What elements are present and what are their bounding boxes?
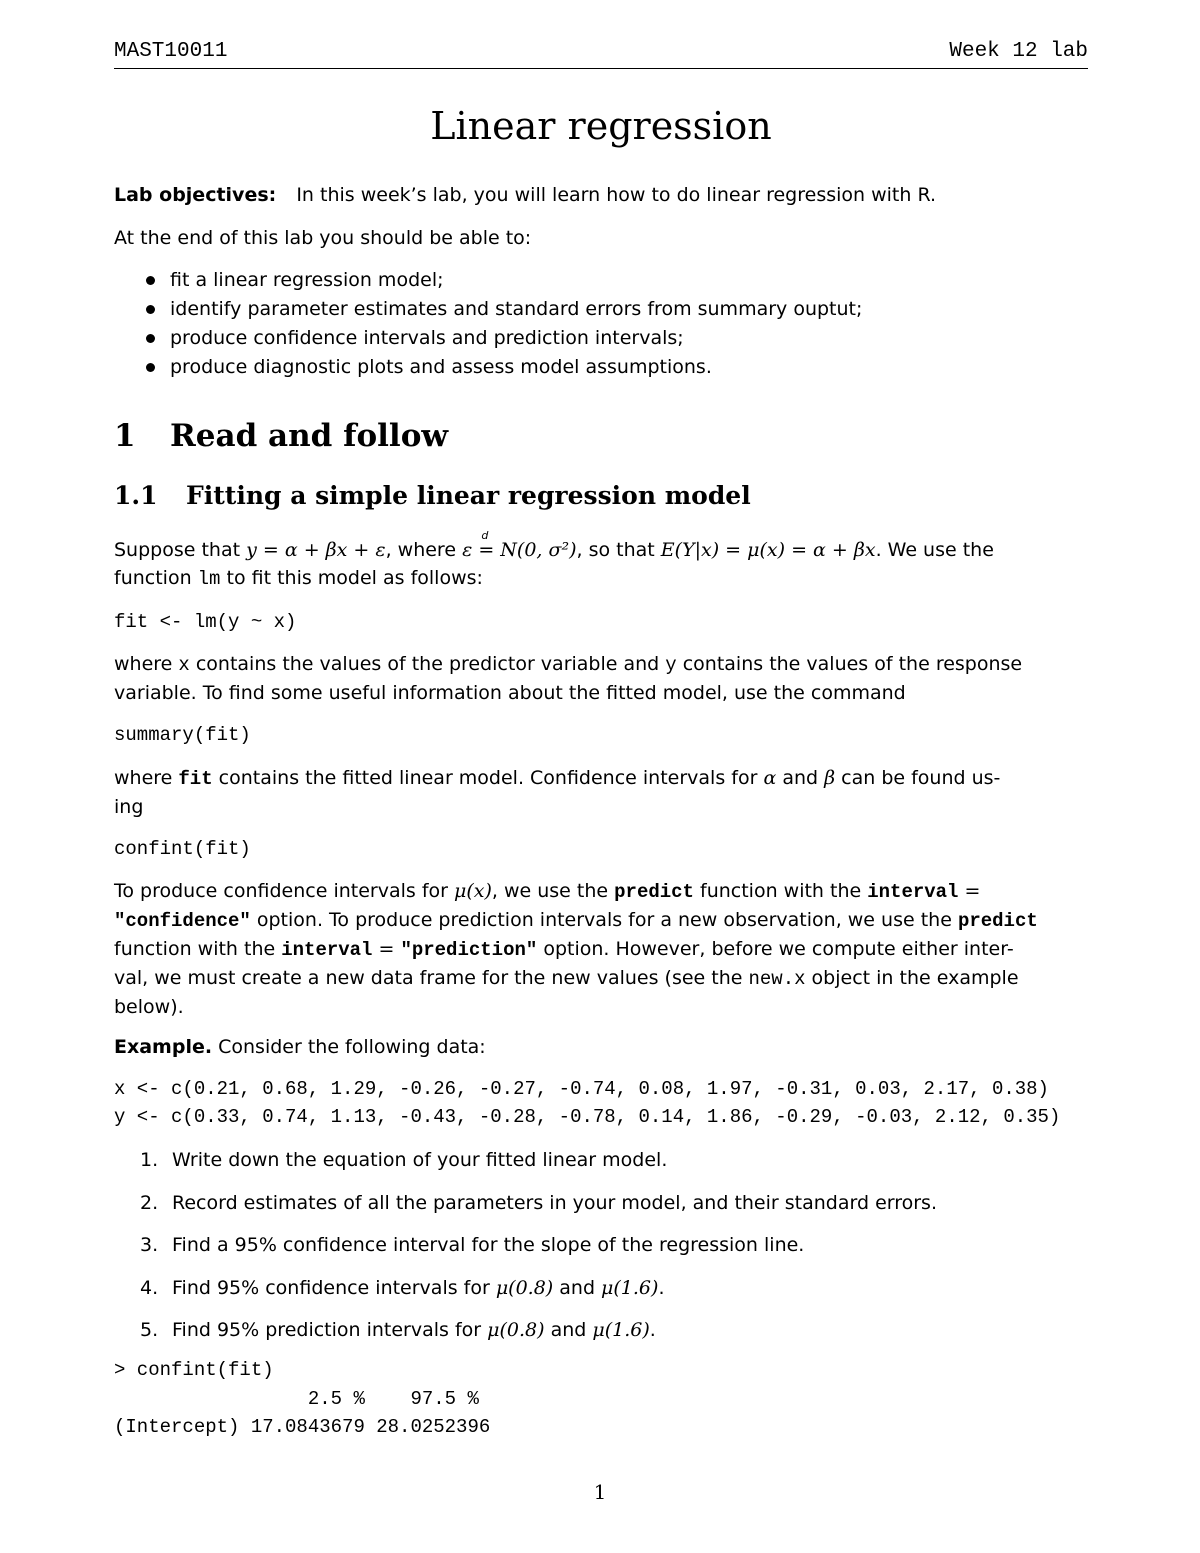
objectives-text: In this week’s lab, you will learn how to do linear regression with R. <box>296 184 937 206</box>
paragraph-variables: where x contains the values of the predictor variable and y contains the values of the response variable. To find some useful information about the fitted model, use the command <box>114 653 1023 704</box>
section-heading: 1 Read and follow <box>114 418 449 454</box>
list-item: fit a linear regression model; <box>114 266 1088 295</box>
list-item: 5. Find 95% prediction intervals for μ(0.8) and μ(1.6). <box>140 1319 656 1341</box>
list-item: 3. Find a 95% confidence interval for the slope of the regression line. <box>140 1234 805 1256</box>
exercise-list <box>114 1146 1088 1359</box>
code-data-x: x <- c(0.21, 0.68, 1.29, -0.26, -0.27, -0.74, 0.08, 1.97, -0.31, 0.03, 2.17, 0.38) <box>114 1078 1049 1100</box>
bullet-icon <box>146 334 155 343</box>
output-command: > confint(fit) <box>114 1359 274 1381</box>
code-confint: confint(fit) <box>114 838 251 860</box>
code-data-y: y <- c(0.33, 0.74, 1.13, -0.43, -0.28, -0.78, 0.14, 1.86, -0.29, -0.03, 2.12, 0.35) <box>114 1106 1061 1128</box>
week-label: Week 12 lab <box>949 40 1088 63</box>
bullet-icon <box>146 363 155 372</box>
course-code: MAST10011 <box>114 40 228 63</box>
page-number: 1 <box>593 1480 607 1504</box>
page-header <box>114 40 1088 69</box>
list-item: produce confidence intervals and prediction intervals; <box>114 324 1088 353</box>
output-row: (Intercept) 17.0843679 28.0252396 <box>114 1416 491 1438</box>
paragraph-model: Suppose that y = α + βx + ε, where ε d = N(0, σ²), so that E(Y|x) = μ(x) = α + βx. We use the function lm to fit this model as follows: <box>114 529 994 590</box>
paragraph-confint: where fit contains the fitted linear model. Confidence intervals for α and β can be found us- ing <box>114 767 1001 818</box>
objectives-intro: At the end of this lab you should be able to: <box>114 227 532 249</box>
objectives-label: Lab objectives: <box>114 184 277 206</box>
bullet-icon <box>146 305 155 314</box>
example-intro: Example. Consider the following data: <box>114 1036 486 1058</box>
subsection-heading: 1.1 Fitting a simple linear regression model <box>114 481 751 510</box>
code-lm: fit <- lm(y ~ x) <box>114 611 297 633</box>
objectives-list <box>114 266 1088 382</box>
list-item: produce diagnostic plots and assess model assumptions. <box>114 353 1088 382</box>
bullet-icon <box>146 276 155 285</box>
page-title: Linear regression <box>430 104 772 148</box>
list-item: 2. Record estimates of all the parameters in your model, and their standard errors. <box>140 1191 938 1214</box>
list-item: 1. Write down the equation of your fitted linear model. <box>140 1149 668 1171</box>
paragraph-predict: To produce confidence intervals for μ(x), we use the predict function with the interval = "confidence" option. To produce prediction intervals for a new observation, we use the predict function with the interval = "prediction" option. However, before we compute either inter- val, we must create a new data frame for the new values (see the new.x object in the example below). <box>114 880 1038 1018</box>
list-item: identify parameter estimates and standard errors from summary ouptut; <box>114 295 1088 324</box>
code-summary: summary(fit) <box>114 724 251 746</box>
output-header: 2.5 % 97.5 % <box>114 1388 479 1410</box>
list-item: 4. Find 95% confidence intervals for μ(0.8) and μ(1.6). <box>140 1276 665 1299</box>
lab-objectives <box>114 181 1088 209</box>
